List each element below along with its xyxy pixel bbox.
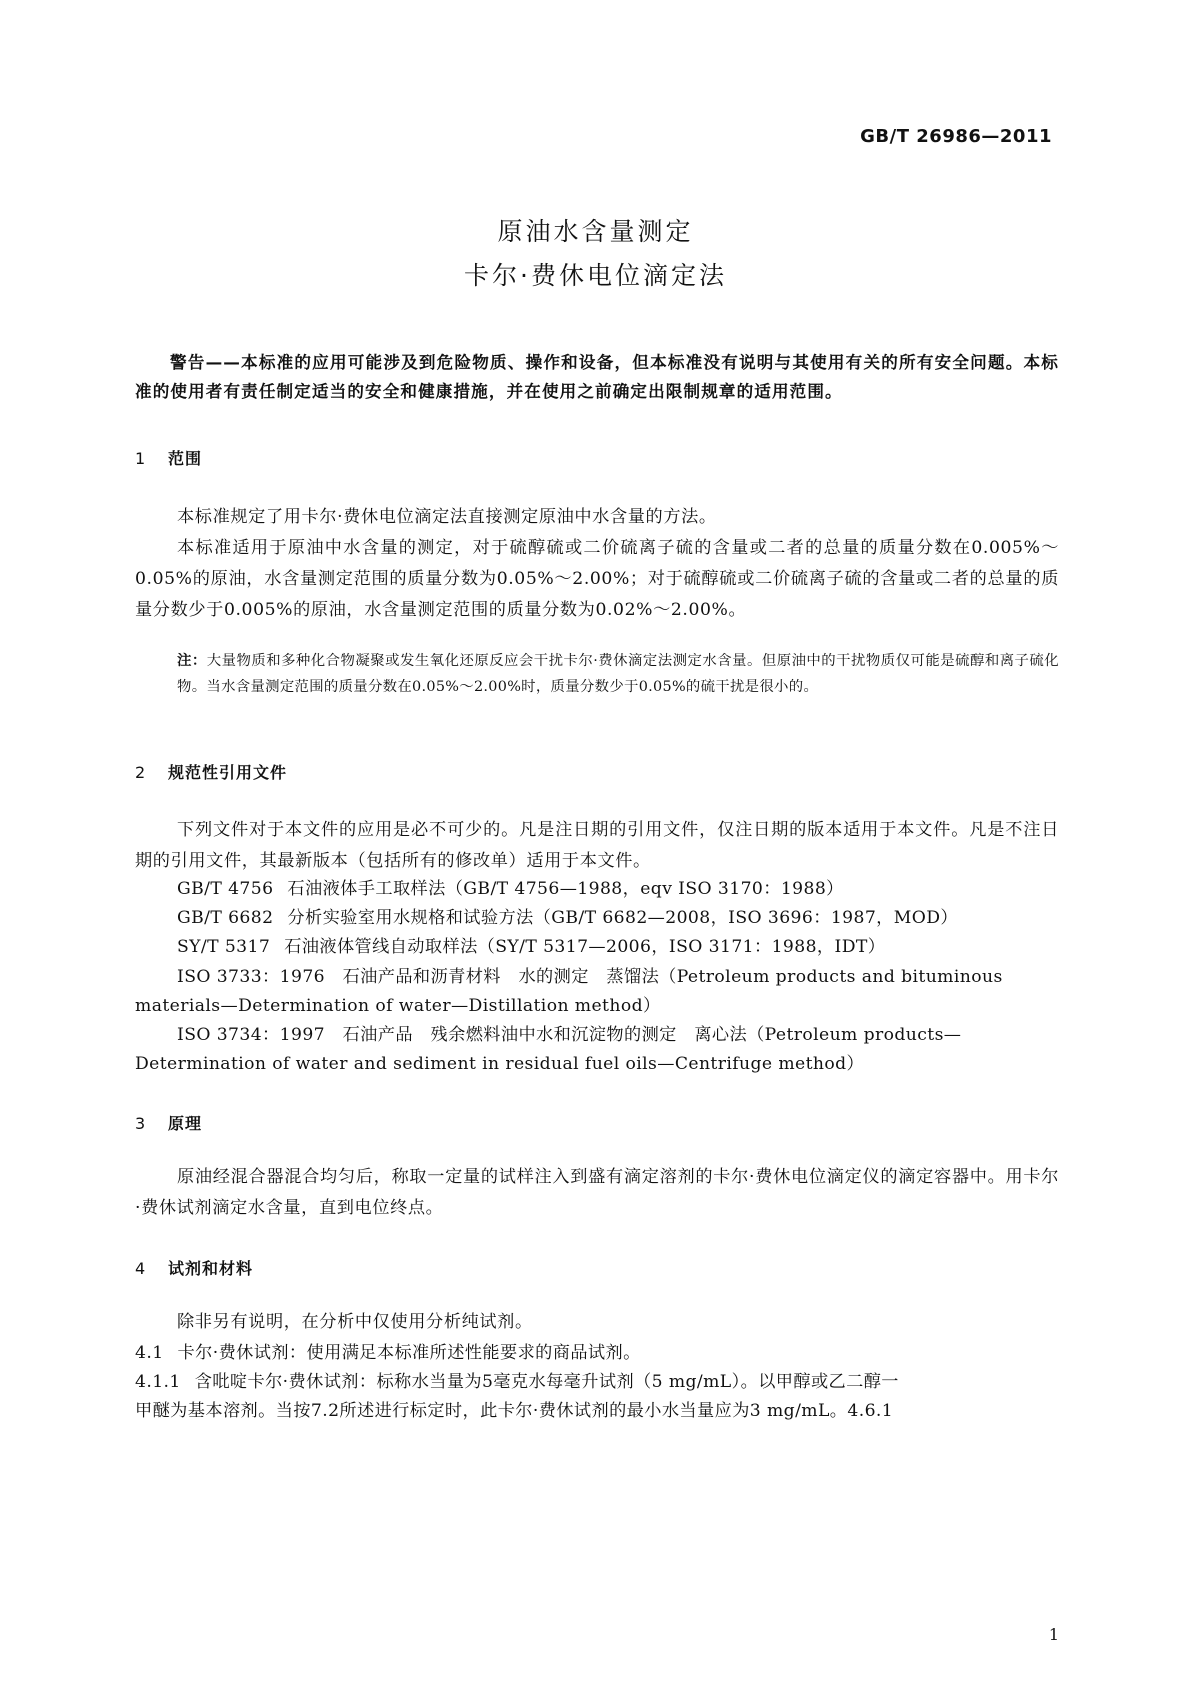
section-number: 2 bbox=[135, 763, 147, 782]
page-number: 1 bbox=[1048, 1625, 1059, 1644]
section-2-heading bbox=[135, 760, 287, 783]
section-1-paragraph-1: 本标准规定了用卡尔·费休电位滴定法直接测定原油中水含量的方法。 bbox=[177, 507, 717, 527]
section-3-paragraph: 原油经混合器混合均匀后，称取一定量的试样注入到盛有滴定溶剂的卡尔·费休电位滴定仪的滴定容器中。用卡尔·费休试剂滴定水含量，直到电位终点。 bbox=[135, 1167, 1059, 1218]
reference-title: 石油液体手工取样法（GB/T 4756—1988，eqv ISO 3170：1988） bbox=[287, 879, 844, 899]
section-1-paragraph-2: 本标准适用于原油中水含量的测定，对于硫醇硫或二价硫离子硫的含量或二者的总量的质量分数在0.005%～0.05%的原油，水含量测定范围的质量分数为0.05%～2.00%；对于硫醇硫或二价硫离子硫的含量或二者的总量的质量分数少于0.005%的原油，水含量测定范围的质量分数为0.02%～2.00%。 bbox=[135, 538, 1059, 620]
reference-iso-3734-line-2: Determination of water and sediment in residual fuel oils—Centrifuge method） bbox=[135, 1054, 865, 1074]
reference-item bbox=[177, 932, 1059, 963]
reference-code: GB/T 4756 bbox=[177, 879, 274, 899]
section-title: 规范性引用文件 bbox=[168, 763, 288, 782]
reference-title: 分析实验室用水规格和试验方法（GB/T 6682—2008，ISO 3696：1987，MOD） bbox=[287, 908, 959, 928]
section-number: 4 bbox=[135, 1259, 147, 1278]
note-text: 大量物质和多种化合物凝聚或发生氧化还原反应会干扰卡尔·费休滴定法测定水含量。但原油中的干扰物质仅可能是硫醇和离子硫化物。当水含量测定范围的质量分数在0.05%～2.00%时，质量分数少于0.05%的硫干扰是很小的。 bbox=[177, 653, 1059, 695]
note-label: 注： bbox=[177, 652, 207, 669]
subsection-text: 卡尔·费休试剂：使用满足本标准所述性能要求的商品试剂。 bbox=[177, 1343, 641, 1363]
section-title: 试剂和材料 bbox=[168, 1259, 254, 1278]
section-number: 1 bbox=[135, 449, 147, 468]
subsection-number: 4.1 bbox=[135, 1343, 164, 1363]
reference-title: 石油液体管线自动取样法（SY/T 5317—2006，ISO 3171：1988，IDT） bbox=[284, 937, 886, 957]
subsection-4-1 bbox=[135, 1338, 1059, 1369]
section-4-paragraph: 除非另有说明，在分析中仅使用分析纯试剂。 bbox=[177, 1312, 533, 1332]
section-title: 范围 bbox=[168, 449, 203, 468]
section-1-heading bbox=[135, 446, 202, 469]
reference-item bbox=[177, 903, 1059, 934]
reference-iso-3733-line-2: materials—Determination of water—Distillation method） bbox=[135, 996, 661, 1016]
reference-iso-3733-line-1: ISO 3733：1976 石油产品和沥青材料 水的测定 蒸馏法（Petroleum products and bituminous bbox=[177, 967, 1003, 987]
section-2-intro: 下列文件对于本文件的应用是必不可少的。凡是注日期的引用文件，仅注日期的版本适用于本文件。凡是不注日期的引用文件，其最新版本（包括所有的修改单）适用于本文件。 bbox=[135, 820, 1059, 871]
subsection-number: 4.1.1 bbox=[135, 1372, 181, 1392]
subsection-text: 含吡啶卡尔·费休试剂：标称水当量为5毫克水每毫升试剂（5 mg/mL）。以甲醇或乙二醇一 bbox=[194, 1372, 899, 1392]
section-3-heading bbox=[135, 1111, 202, 1134]
reference-iso-3734-line-1: ISO 3734：1997 石油产品 残余燃料油中水和沉淀物的测定 离心法（Petroleum products— bbox=[177, 1025, 962, 1045]
title-line-1: 原油水含量测定 bbox=[497, 217, 694, 246]
reference-code: SY/T 5317 bbox=[177, 937, 271, 957]
subsection-4-1-1-line-2: 甲醚为基本溶剂。当按7.2所述进行标定时，此卡尔·费休试剂的最小水当量应为3 mg/mL。4.6.1 bbox=[135, 1401, 894, 1421]
reference-code: GB/T 6682 bbox=[177, 908, 274, 928]
standard-number: GB/T 26986—2011 bbox=[860, 126, 1052, 147]
reference-item bbox=[177, 874, 1059, 905]
section-number: 3 bbox=[135, 1114, 147, 1133]
title-line-2: 卡尔·费休电位滴定法 bbox=[464, 261, 727, 290]
warning-paragraph: 警告——本标准的应用可能涉及到危险物质、操作和设备，但本标准没有说明与其使用有关的所有安全问题。本标准的使用者有责任制定适当的安全和健康措施，并在使用之前确定出限制规章的适用范围。 bbox=[135, 353, 1059, 401]
section-title: 原理 bbox=[168, 1114, 203, 1133]
section-4-heading bbox=[135, 1256, 253, 1279]
section-1-note bbox=[177, 648, 1059, 700]
subsection-4-1-1-line-1 bbox=[135, 1367, 1059, 1398]
